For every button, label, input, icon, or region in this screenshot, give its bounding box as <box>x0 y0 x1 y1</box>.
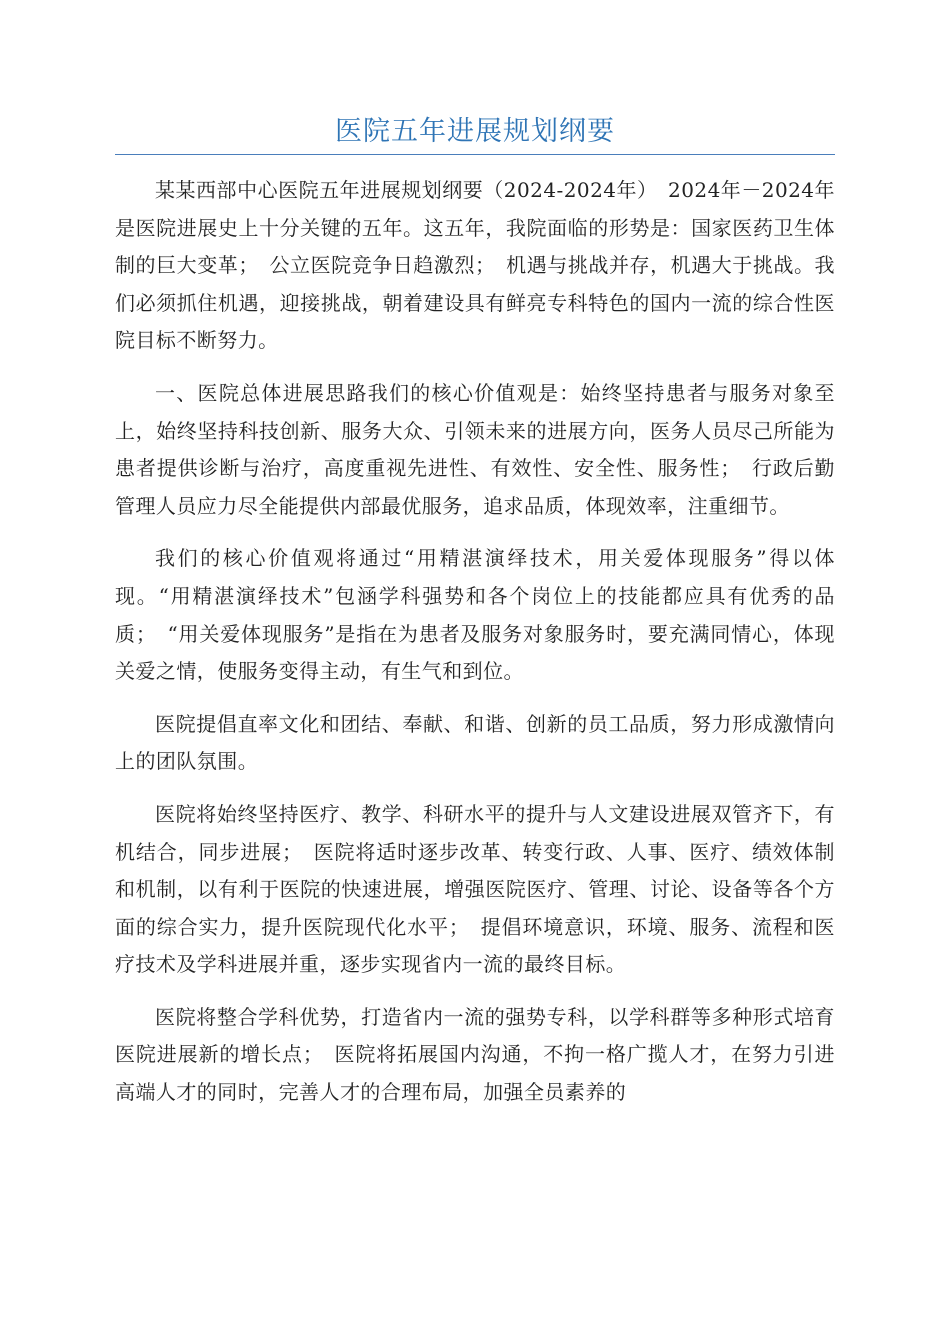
paragraph-intro: 某某西部中心医院五年进展规划纲要（2024-2024年） 2024年－2024年是医院进展史上十分关键的五年。这五年，我院面临的形势是：国家医药卫生体制的巨大变革； 公立医院竞争日趋激烈； 机遇与挑战并存，机遇大于挑战。我们必须抓住机遇，迎接挑战，朝着建设具有鲜亮专科特色的国内一流的综合性医院目标不断努力。 <box>115 178 835 353</box>
paragraph-culture: 医院提倡直率文化和团结、奉献、和谐、创新的员工品质，努力形成激情向上的团队氛围。 <box>115 711 835 774</box>
document-body <box>115 172 835 1127</box>
title-underline <box>115 154 835 155</box>
paragraph-overall-approach: 一、医院总体进展思路我们的核心价值观是：始终坚持患者与服务对象至上，始终坚持科技创新、服务大众、引领未来的进展方向，医务人员尽己所能为患者提供诊断与治疗，高度重视先进性、有效性、安全性、服务性； 行政后勤管理人员应力尽全能提供内部最优服务，追求品质，体现效率，注重细节。 <box>115 380 835 518</box>
paragraph-disciplines: 医院将整合学科优势，打造省内一流的强势专科，以学科群等多种形式培育医院进展新的增长点； 医院将拓展国内沟通，不拘一格广揽人才，在努力引进高端人才的同时，完善人才的合理布局，加强全员素养的 <box>115 1004 835 1105</box>
paragraph-core-values: 我们的核心价值观将通过“用精湛演绎技术，用关爱体现服务”得以体现。“用精湛演绎技术”包涵学科强势和各个岗位上的技能都应具有优秀的品质； “用关爱体现服务”是指在为患者及服务对象服务时，要充满同情心，体现关爱之情，使服务变得主动，有生气和到位。 <box>115 546 835 684</box>
page-title: 医院五年进展规划纲要 <box>335 116 615 147</box>
paragraph-reform: 医院将始终坚持医疗、教学、科研水平的提升与人文建设进展双管齐下，有机结合，同步进展； 医院将适时逐步改革、转变行政、人事、医疗、绩效体制和机制，以有利于医院的快速进展，增强医院医疗、管理、讨论、设备等各个方面的综合实力，提升医院现代化水平； 提倡环境意识，环境、服务、流程和医疗技术及学科进展并重，逐步实现省内一流的最终目标。 <box>115 801 835 977</box>
